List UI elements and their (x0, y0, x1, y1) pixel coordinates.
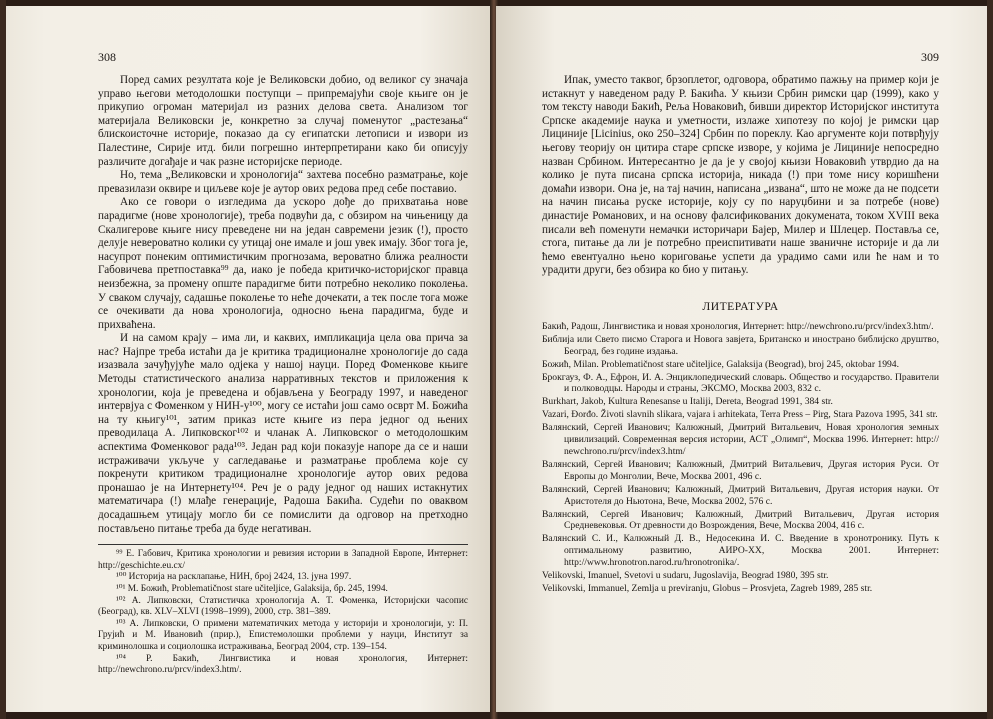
reference-entry: Vazari, Đorđo. Životi slavnih slikara, vajara i arhitekata, Terra Press – Pirg, Stara Pazova 1995, 341 str. (542, 409, 938, 421)
footnotes (98, 544, 468, 677)
footnote: ¹⁰⁴ Р. Бакић, Лингвистика и новая хронология, Интернет: http://newchrono.ru/prcv/index3.htm/. (98, 653, 468, 676)
right-page (496, 6, 987, 712)
paragraph: Поред самих резултата које је Великовски добио, од великог су значаја управо његови методолошки поступци – припремајући своје књиге он је прикупио огроман материјал из разних делова света. Анализом тог материјала Великовски је, конкретно за случај поменутог „растезања“ блискоисточне историје, показао да су египатски летописи и извори из Палестине, Сирије итд. били погрешно интерпретирани како би описују различите догађаје и чак разне историјске периоде. (98, 74, 468, 168)
footnote: ¹⁰² А. Липковски, Статистичка хронологија А. Т. Фоменка, Историјски часопис (Београд), кв. XLV–XLVI (1998–1999), 2000, стр. 381–389. (98, 595, 468, 618)
reference-list (542, 321, 939, 595)
reference-entry: Валянский, Сергей Иванович; Калюжный, Дмитрий Витальевич, Новая хронология земных цивилизаций. Современная версия истории, АСТ „Олимп“, Москва 1996. Интернет: http:// newchrono.ru/prcv/index3.htm/ (542, 422, 939, 457)
page-number: 308 (98, 50, 116, 64)
left-body-text (98, 74, 468, 536)
paragraph: Ако се говори о изгледима да ускоро дође до прихватања нове парадигме (нове хронологије), треба подвући да, с обзиром на чињеницу да Скалигерове књиге нису преведене ни на један савремени језик (!), просто делује невероватно колики су утицај оне имале и још увек имају. Због тога је, насупрот понеким оптимистичким прогнозама, вероватно ближа реалности Габовичева претпоставка⁹⁹ да, иако је победа критичко-историјског правца неизбежна, за промену опште парадигме бити потребно неколико поколења. У сваком случају, садашње поколење то неће дочекати, а тек после тога може се очекивати да нова хронологија, односно њена парадигма, буде и прихваћена. (98, 196, 468, 331)
footnote: ¹⁰³ А. Липковски, О примени математичких метода у историји и хронологији, у: П. Грујић и М. Ивановић (прир.), Епистемолошки проблеми у науци, Институт за криминолошка и социолошка истраживања, Београд 2004, стр. 139–154. (98, 618, 468, 652)
paragraph: Но, тема „Великовски и хронологија“ захтева посебно разматрање, које превазилази оквире и циљеве које је аутор ових редова пред себе поставио. (98, 169, 468, 195)
reference-entry: Валянский, Сергей Иванович; Калюжный, Дмитрий Витальевич, Другая история Руси. От Европы до Монголии, Вече, Москва 2001, 496 с. (542, 458, 939, 482)
reference-entry: Velikovski, Imanuel, Svetovi u sudaru, Jugoslavija, Beograd 1980, 395 str. (542, 570, 829, 582)
footnote: ¹⁰¹ М. Божић, Problematičnost stare učiteljice, Galaksija, бр. 245, 1994. (116, 583, 388, 594)
left-page (6, 6, 492, 712)
section-title: ЛИТЕРАТУРА (702, 299, 779, 313)
reference-entry: Валянский С. И., Калюжный Д. В., Недосекина И. С. Введение в хронотронику. Путь к оптимальному развитию, АИРО-XX, Москва 2001. Интернет: http://www.hronotron.narod.ru/hronotronika/. (542, 533, 939, 569)
footnote: ⁹⁹ Е. Габович, Критика хронологии и ревизия истории в Западной Европе, Интернет: http://geschichte.eu.cx/ (98, 549, 468, 571)
reference-entry: Божић, Milan. Problematičnost stare učiteljice, Galaksija (Beograd), broj 245, oktobar 1994. (542, 358, 899, 370)
reference-entry: Брокгауз, Ф. А., Ефрон, И. А. Энциклопедический словарь. Общество и государство. Правители и полководцы. Народы и страны, ЭКСМО, Москва 2003, 832 с. (542, 371, 939, 395)
paragraph: И на самом крају – има ли, и каквих, импликација цела ова прича за нас? Најпре треба истаћи да је критика традиционалне хронологије до сада изазвала зачуђујуће мало одјека у нашој науци. Поред Фоменкове књиге Методы статистического анализа нарративных текстов и приложения к хронологии, која је преведена и објављена у Београду 1997, и наведеног интервјуа с Фоменком у НИН-у¹⁰⁰, могу се истаћи још само осврт М. Божића на ту књигу¹⁰¹, затим приказ исте књиге из пера једног од њених преводилаца А. Липковског¹⁰² и чланак А. Липковског о методолошким аспектима Фоменковог рада¹⁰³. Један рад који показује напоре да се и наши истраживачи укључе у сагледавање и разматрање проблема које су покренути критиком традиционалне хронологије аутор ових редова пронашао је на Интернету¹⁰⁴. Реч је о раду једног од наших истакнутих математичара (!) млађе генерације, Радоша Бакића. Судећи по оваквом досадашњем утицају могло би се помислити да одговор на претходно постављено питање треба да буде негативан. (98, 332, 468, 535)
footnote: ¹⁰⁰ Историја на расклапање, НИН, број 2424, 13. јуна 1997. (116, 572, 352, 583)
reference-entry: Velikovski, Immanuel, Zemlja u previranju, Globus – Prosvjeta, Zagreb 1989, 285 str. (542, 582, 873, 594)
reference-entry: Библија или Свето писмо Старога и Новога завјета, Британско и иностранo библијско друштво, Београд, без године издања. (542, 333, 939, 357)
reference-entry: Валянский, Сергей Иванович; Калюжный, Дмитрий Витальевич, Другая история Средневековья. От древности до Возрождения, Вече, Москва 2004, 416 с. (542, 508, 939, 532)
book-edge-right (987, 0, 993, 719)
page-number: 309 (921, 50, 939, 64)
paragraph: Ипак, уместо таквог, брзоплетог, одговора, обратимо пажњу на пример који је истакнут у наведеном раду Р. Бакића. У књизи Србин римски цар (1999), како у том тексту наводи Бакић, Реља Новаковић, бивши директор Историјског института Српске академије наука и уметности, излаже хипотезу по којој је римски цар Лициније [Licinius, око 250–324] Србин по пореклу. Као аргументе који потврђују његову теорију он цитира старе српске изворе, у којима је Лициније непосредно назван Србином. Интересантно је да је у својој књизи Новаковић утврдио да на колико је пута писана српска историја, никада (!) при томе нису коришћени домаћи извори. Она је, на тај начин, написана „извана“, што не може да не подсети на начин писања руске историје, коју су по наруџбини и за потребе (нове) династије Романових, и на основу фалсификованих докумената, током XVIII века писали већ поменути немачки историчари Бајер, Милер и Шлецер. Поставља се, стога, питање да ли је потребно преиспитивати наше званичне историје и да ли ћемо евентуално њено кориговање успети да урадимо сами или ће нам и то урадити други, без обзира ко био у питању. (542, 74, 939, 277)
reference-entry: Бакић, Радош, Лингвистика и новая хронология, Интернет: http://newchrono.ru/prcv/index3.htm/. (542, 320, 934, 332)
right-body-text (542, 74, 939, 278)
reference-entry: Burkhart, Jakob, Kultura Renesanse u Italiji, Dereta, Beograd 1991, 384 str. (542, 396, 833, 408)
reference-entry: Валянский, Сергей Иванович; Калюжный, Дмитрий Витальевич, Другая история науки. От Аристотеля до Ньютона, Вече, Москва 2002, 576 с. (542, 483, 939, 507)
